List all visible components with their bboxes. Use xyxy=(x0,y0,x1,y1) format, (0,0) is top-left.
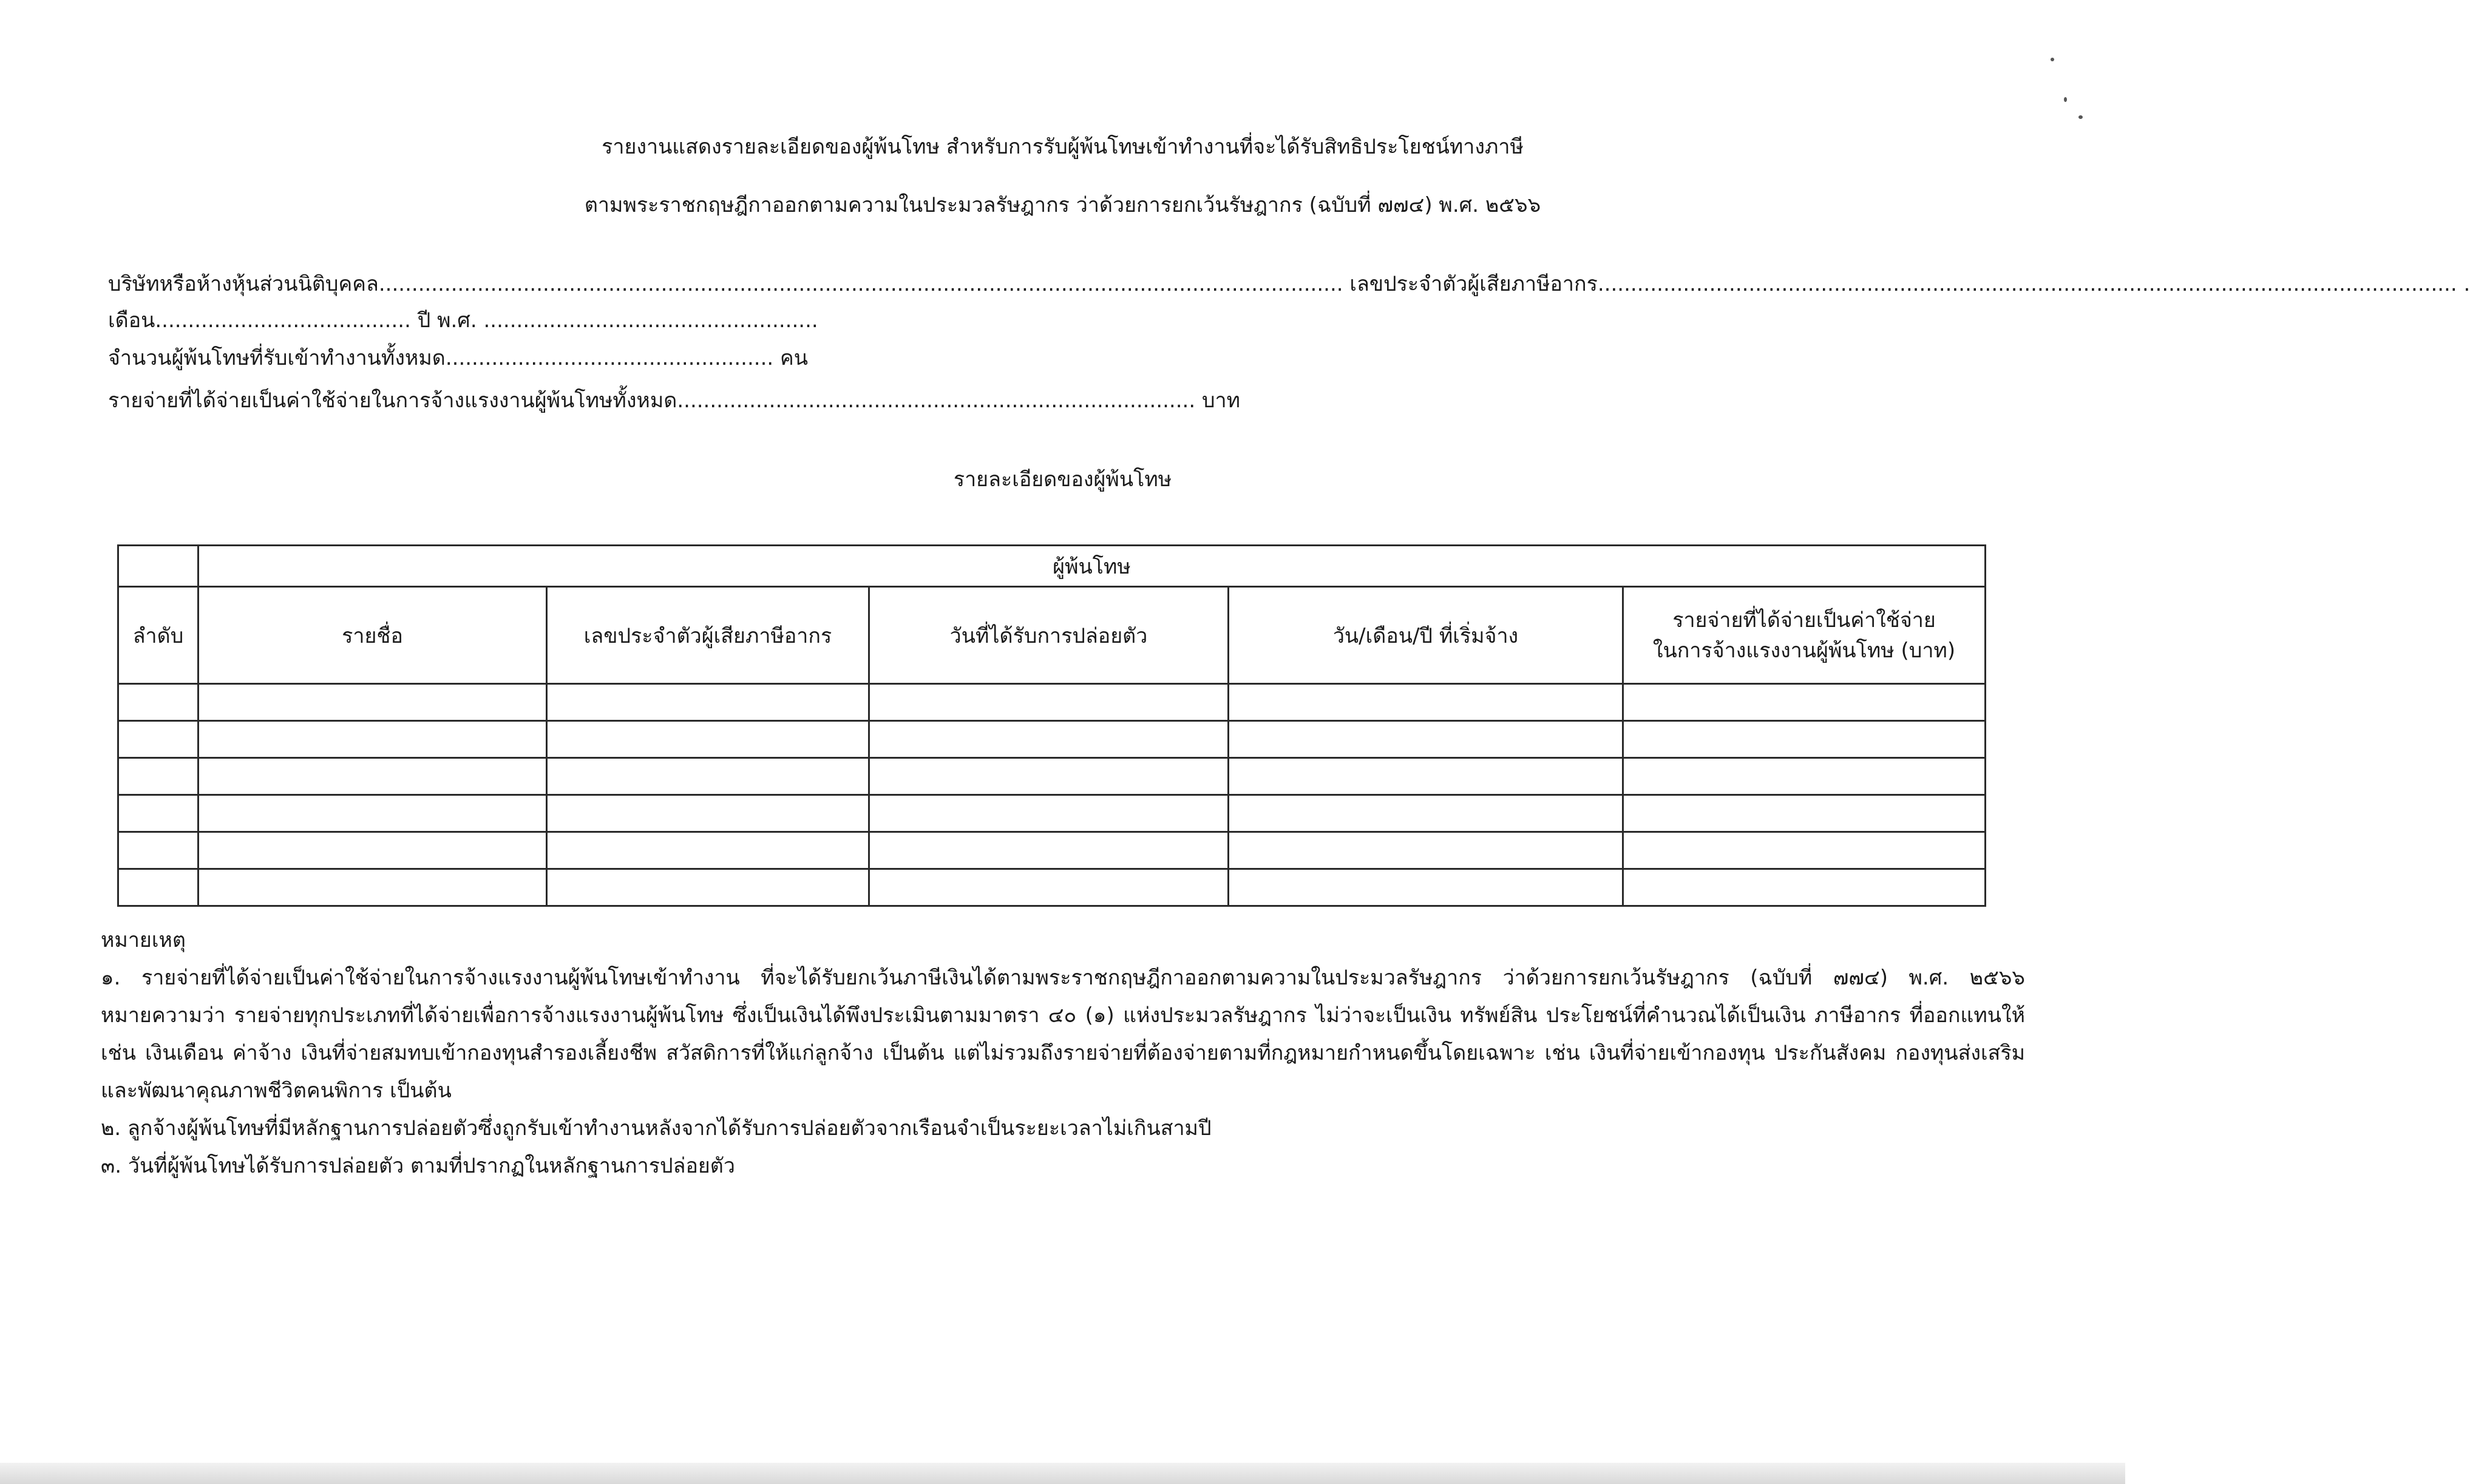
company-line xyxy=(108,272,2470,296)
table-cell[interactable] xyxy=(1229,684,1623,721)
table-cell[interactable] xyxy=(547,758,869,795)
table-cell[interactable] xyxy=(869,758,1229,795)
year-label: ปี พ.ศ. xyxy=(417,308,477,333)
column-header-taxid: เลขประจำตัวผู้เสียภาษีอากร xyxy=(547,587,869,684)
table-row xyxy=(118,795,1986,832)
taxid-label: เลขประจำตัวผู้เสียภาษีอากร xyxy=(1349,272,1598,296)
expense-field[interactable]: ............................................................................... xyxy=(677,388,1196,413)
table-cell[interactable] xyxy=(1229,832,1623,869)
column-header-expense-line2: ในการจ้างแรงงานผู้พ้นโทษ (บาท) xyxy=(1652,638,1956,663)
group-header-released-persons: ผู้พ้นโทษ xyxy=(198,546,1986,587)
table-row xyxy=(118,721,1986,758)
table-cell[interactable] xyxy=(547,795,869,832)
note-item-1: ๑. รายจ่ายที่ได้จ่ายเป็นค่าใช้จ่ายในการจ้างแรงงานผู้พ้นโทษเข้าทำงาน ที่จะได้รับยกเว้นภาษีเงินได้ตามพระราชกฤษฎีกาออกตามความในประมวลรัษฎากร ว่าด้วยการยกเว้นรัษฎากร (ฉบับที่ ๗๗๔) พ.ศ. ๒๕๖๖ หมายความว่า รายจ่ายทุกประเภทที่ได้จ่ายเพื่อการจ้างแรงงานผู้พ้นโทษ ซึ่งเป็นเงินได้พึงประเมินตามมาตรา ๔๐ (๑) แห่งประมวลรัษฎากร ไม่ว่าจะเป็นเงิน ทรัพย์สิน ประโยชน์ที่คำนวณได้เป็นเงิน ภาษีอากร ที่ออกแทนให้ เช่น เงินเดือน ค่าจ้าง เงินที่จ่ายสมทบเข้ากองทุนสำรองเลี้ยงชีพ สวัสดิการที่ให้แก่ลูกจ้าง เป็นต้น แต่ไม่รวมถึงรายจ่ายที่ต้องจ่ายตามที่กฎหมายกำหนดขึ้นโดยเฉพาะ เช่น เงินที่จ่ายเข้ากองทุน ประกันสังคม กองทุนส่งเสริม และพัฒนาคุณภาพชีวิตคนพิการ เป็นต้น xyxy=(101,966,2025,1103)
table-cell[interactable] xyxy=(198,795,547,832)
table-cell[interactable] xyxy=(118,684,198,721)
table-cell[interactable] xyxy=(1623,795,1986,832)
notes-section xyxy=(101,921,2025,1185)
company-label: บริษัทหรือห้างหุ้นส่วนนิติบุคคล xyxy=(108,272,379,296)
table-cell[interactable] xyxy=(869,869,1229,906)
table-cell[interactable] xyxy=(869,795,1229,832)
table-cell[interactable] xyxy=(1623,684,1986,721)
table-cell[interactable] xyxy=(118,758,198,795)
scan-speck xyxy=(2051,58,2054,61)
table-cell[interactable] xyxy=(198,832,547,869)
table-cell[interactable] xyxy=(869,721,1229,758)
table-cell[interactable] xyxy=(869,832,1229,869)
column-header-release-date: วันที่ได้รับการปล่อยตัว xyxy=(869,587,1229,684)
notes-heading: หมายเหตุ xyxy=(101,928,186,952)
section-title: รายละเอียดของผู้พ้นโทษ xyxy=(953,467,1172,492)
table-cell[interactable] xyxy=(547,721,869,758)
table-row xyxy=(118,832,1986,869)
table-cell[interactable] xyxy=(198,721,547,758)
scan-speck xyxy=(2078,115,2083,119)
month-label: เดือน xyxy=(108,308,155,333)
table-cell[interactable] xyxy=(198,684,547,721)
table-cell[interactable] xyxy=(198,758,547,795)
table-cell[interactable] xyxy=(547,869,869,906)
company-field[interactable]: ................................................................................................................................................... xyxy=(378,272,1343,296)
count-field[interactable]: .................................................. xyxy=(445,346,774,370)
document-title-line-2: ตามพระราชกฤษฎีกาออกตามความในประมวลรัษฎากร ว่าด้วยการยกเว้นรัษฎากร (ฉบับที่ ๗๗๔) พ.ศ. ๒๕๖๖ xyxy=(584,193,1541,217)
column-header-expense xyxy=(1623,587,1986,684)
month-field[interactable]: ....................................... xyxy=(155,308,411,333)
table-group-header-row xyxy=(118,546,1986,587)
released-persons-table xyxy=(117,544,1986,907)
table-row xyxy=(118,684,1986,721)
table-cell[interactable] xyxy=(1623,758,1986,795)
expense-unit: บาท xyxy=(1201,388,1241,413)
table-header-row xyxy=(118,587,1986,684)
table-cell[interactable] xyxy=(198,869,547,906)
column-header-start-date: วัน/เดือน/ปี ที่เริ่มจ้าง xyxy=(1229,587,1623,684)
table-cell[interactable] xyxy=(1623,869,1986,906)
table-cell[interactable] xyxy=(547,832,869,869)
expense-line xyxy=(108,388,1240,413)
count-line xyxy=(108,346,808,370)
table-cell[interactable] xyxy=(869,684,1229,721)
table-cell[interactable] xyxy=(1229,758,1623,795)
taxid-field[interactable]: ................................................................................................................................... . xyxy=(1597,272,2470,296)
scan-bottom-edge xyxy=(0,1463,2125,1484)
table-cell[interactable] xyxy=(1623,832,1986,869)
table-cell[interactable] xyxy=(118,795,198,832)
table-cell[interactable] xyxy=(1623,721,1986,758)
table-cell[interactable] xyxy=(118,832,198,869)
table-cell[interactable] xyxy=(1229,869,1623,906)
table-cell[interactable] xyxy=(118,869,198,906)
year-field[interactable]: ................................................... xyxy=(483,308,818,333)
note-item-2: ๒. ลูกจ้างผู้พ้นโทษที่มีหลักฐานการปล่อยตัวซึ่งถูกรับเข้าทำงานหลังจากได้รับการปล่อยตัวจากเรือนจำเป็นระยะเวลาไม่เกินสามปี xyxy=(101,1116,1212,1140)
table-cell[interactable] xyxy=(1229,721,1623,758)
table-cell[interactable] xyxy=(547,684,869,721)
scan-speck xyxy=(2064,97,2067,102)
expense-label: รายจ่ายที่ได้จ่ายเป็นค่าใช้จ่ายในการจ้างแรงงานผู้พ้นโทษทั้งหมด xyxy=(108,388,677,413)
document-title-line-1: รายงานแสดงรายละเอียดของผู้พ้นโทษ สำหรับการรับผู้พ้นโทษเข้าทำงานที่จะได้รับสิทธิประโยชน์ทางภาษี xyxy=(602,135,1524,159)
note-item-3: ๓. วันที่ผู้พ้นโทษได้รับการปล่อยตัว ตามที่ปรากฏในหลักฐานการปล่อยตัว xyxy=(101,1154,735,1178)
table-row xyxy=(118,869,1986,906)
count-unit: คน xyxy=(780,346,809,370)
column-header-seq: ลำดับ xyxy=(118,587,198,684)
column-header-name: รายชื่อ xyxy=(198,587,547,684)
column-header-expense-line1: รายจ่ายที่ได้จ่ายเป็นค่าใช้จ่าย xyxy=(1672,608,1936,632)
period-line xyxy=(108,308,818,333)
count-label: จำนวนผู้พ้นโทษที่รับเข้าทำงานทั้งหมด xyxy=(108,346,446,370)
table-cell[interactable] xyxy=(118,721,198,758)
table-row xyxy=(118,758,1986,795)
table-cell[interactable] xyxy=(1229,795,1623,832)
